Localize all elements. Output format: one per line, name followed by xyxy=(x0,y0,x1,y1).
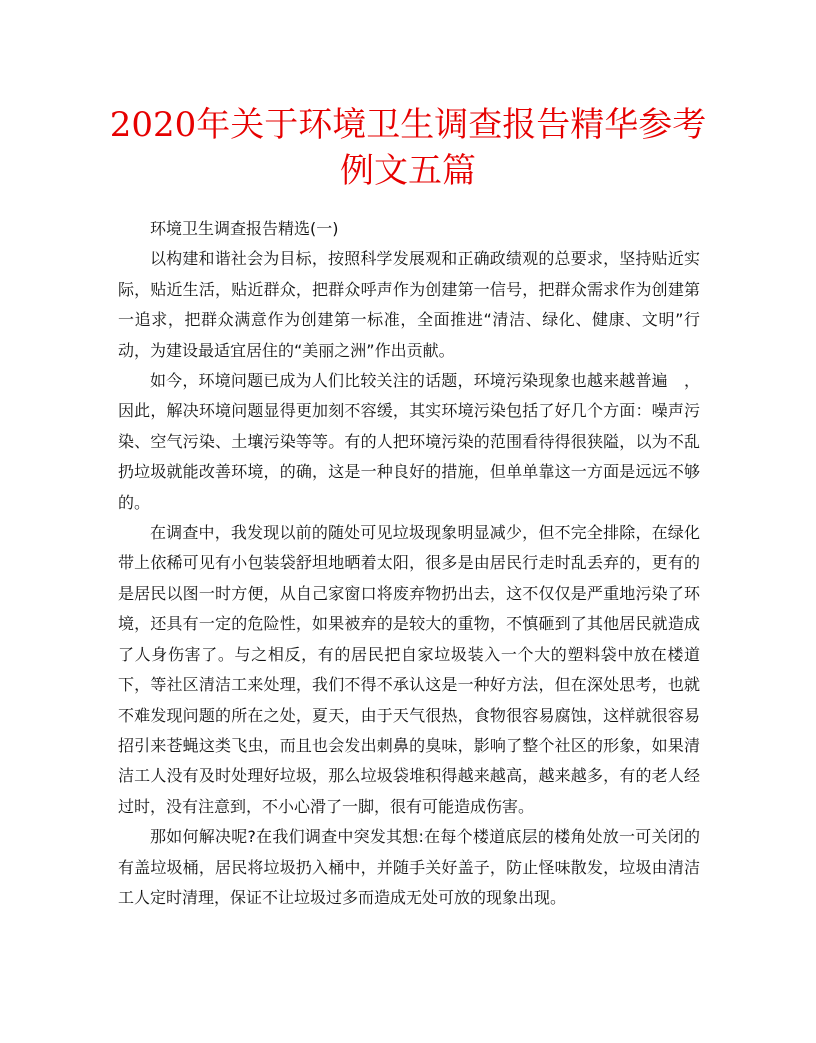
paragraph-investigation: 在调查中，我发现以前的随处可见垃圾现象明显减少，但不完全排除，在绿化带上依稀可见有小包装袋舒坦地晒着太阳，很多是由居民行走时乱丢弃的，更有的是居民以图一时方便，从自己家窗口将废弃物扔出去，这不仅仅是严重地污染了环境，还具有一定的危险性，如果被弃的是较大的重物，不慎砸到了其他居民就造成了人身伤害了。与之相反，有的居民把自家垃圾装入一个大的塑料袋中放在楼道下，等社区清洁工来处理，我们不得不承认这是一种好方法，但在深处思考，也就不难发现问题的所在之处，夏天，由于天气很热，食物很容易腐蚀，这样就很容易招引来苍蝇这类飞虫，而且也会发出刺鼻的臭味，影响了整个社区的形象，如果清洁工人没有及时处理好垃圾，那么垃圾袋堆积得越来越高，越来越多，有的老人经过时，没有注意到，不小心滑了一脚，很有可能造成伤害。 xyxy=(118,523,700,816)
document-body xyxy=(118,214,700,913)
title-line-2: 例文五篇 xyxy=(340,151,476,191)
section-heading: 环境卫生调查报告精选(一) xyxy=(150,219,339,238)
paragraph-solution: 那如何解决呢?在我们调查中突发其想:在每个楼道底层的楼角处放一可关闭的有盖垃圾桶，居民将垃圾扔入桶中，并随手关好盖子，防止怪味散发，垃圾由清洁工人定时清理，保证不让垃圾过多而造成无处可放的现象出现。 xyxy=(118,827,700,907)
document-title xyxy=(80,102,736,194)
paragraph-environment-issue: 如今，环境问题已成为人们比较关注的话题，环境污染现象也越来越普遍 ，因此，解决环境问题显得更加刻不容缓，其实环境污染包括了好几个方面：噪声污染、空气污染、土壤污染等等。有的人把环境污染的范围看待得很狭隘，以为不乱扔垃圾就能改善环境，的确，这是一种良好的措施，但单单靠这一方面是远远不够的。 xyxy=(118,371,700,512)
paragraph-goal: 以构建和谐社会为目标，按照科学发展观和正确政绩观的总要求，坚持贴近实际，贴近生活，贴近群众，把群众呼声作为创建第一信号，把群众需求作为创建第一追求，把群众满意作为创建第一标准，全面推进“清洁、绿化、健康、文明”行动，为建设最适宜居住的“美丽之洲”作出贡献。 xyxy=(118,249,700,360)
title-line-1: 2020年关于环境卫生调查报告精华参考 xyxy=(109,105,707,145)
